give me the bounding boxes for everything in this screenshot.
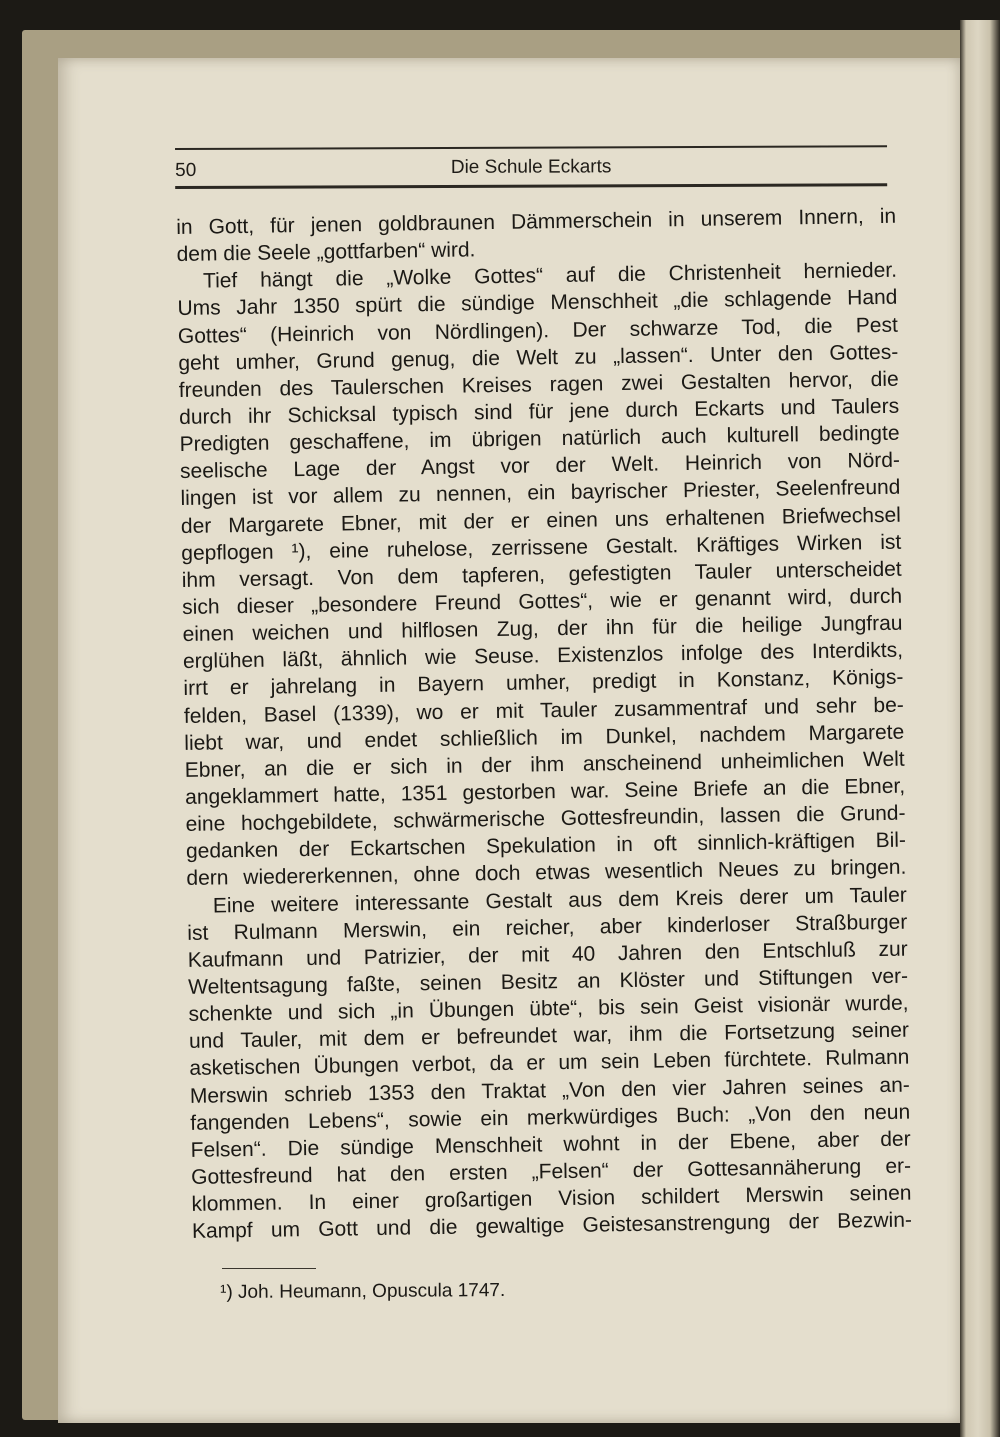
text-line: Predigten geschaffene, im übrigen natürlich auch kulturell bedingte: [179, 421, 900, 457]
text-line: Kaufmann und Patrizier, der mit 40 Jahren den Entschluß zur: [187, 937, 908, 972]
header-rule-top: [175, 145, 887, 150]
header-rule-bottom: [175, 183, 887, 189]
text-line: gedanken der Eckartschen Spekulation in oft sinnlich-kräftigen Bil-: [185, 828, 907, 864]
text-line: klommen. In einer großartigen Vision schildert Merswin seinen: [191, 1181, 912, 1216]
text-line: eine hochgebildete, schwärmerische Gottesfreundin, lassen die Grund-: [185, 801, 906, 837]
text-line: Eine weitere interessante Gestalt aus dem Kreis derer um Tauler: [212, 883, 907, 918]
text-line: seelische Lage der Angst vor der Welt. Heinrich von Nörd-: [179, 448, 901, 484]
text-line: Kampf um Gott und die gewaltige Geistesanstrengung der Bezwin-: [191, 1208, 913, 1244]
text-line: erglühen läßt, ähnlich wie Seuse. Existenzlos infolge des Interdikts,: [182, 638, 904, 674]
text-line: einen weichen und hilflosen Zug, der ihn für die heilige Jungfrau: [182, 611, 903, 647]
text-line: Gottesfreund hat den ersten „Felsen“ der Gottesannäherung er-: [190, 1154, 912, 1189]
text-line: geht umher, Grund genug, die Welt zu „lassen“. Unter den Gottes-: [178, 340, 899, 375]
text-line: Weltentsagung faßte, seinen Besitz an Klöster und Stiftungen ver-: [187, 964, 909, 999]
footnote-rule: [222, 1268, 316, 1269]
text-line: irrt er jahrelang in Bayern umher, predigt in Konstanz, Königs-: [183, 666, 904, 701]
text-line: fangenden Lebens“, sowie ein merkwürdiges Buch: „Von den neun: [190, 1100, 911, 1135]
body-text: [176, 203, 912, 1246]
text-line: Gottes“ (Heinrich von Nördlingen). Der schwarze Tod, die Pest: [177, 313, 899, 348]
text-line: dern wiedererkennen, ohne doch etwas wesentlich Neues zu bringen.: [186, 855, 907, 891]
text-line: in Gott, für jenen goldbraunen Dämmerschein in unserem Innern, in: [176, 204, 897, 239]
text-line: und Tauler, mit dem er befreundet war, ihm die Fortsetzung seiner: [188, 1018, 910, 1054]
page-header: [175, 137, 887, 200]
page-number: 50: [175, 159, 197, 181]
text-line: der Margarete Ebner, mit der er einen uns erhaltenen Briefwechsel: [180, 503, 901, 538]
text-line: ist Rulmann Merswin, ein reicher, aber kinderloser Straßburger: [187, 910, 908, 945]
text-line: Ebner, an die er sich in der ihm anscheinend unheimlichen Welt: [184, 747, 905, 782]
footnote: ¹) Joh. Heumann, Opuscula 1747.: [220, 1280, 506, 1303]
text-line: lingen ist vor allem zu nennen, ein bayrischer Priester, Seelenfreund: [180, 476, 901, 511]
text-line: angeklammert hatte, 1351 gestorben war. Seine Briefe an die Ebner,: [184, 774, 906, 809]
text-line: liebt war, und endet schließlich im Dunkel, nachdem Margarete: [184, 720, 905, 755]
facing-page-edge: [960, 20, 1000, 1437]
text-line: Ums Jahr 1350 spürt die sündige Menschheit „die schlagende Hand: [177, 286, 898, 321]
text-line: schenkte und sich „in Übungen übte“, bis sein Geist visionär wurde,: [188, 991, 909, 1026]
text-line: Merswin schrieb 1353 den Traktat „Von den vier Jahren seines an-: [189, 1073, 910, 1108]
text-line: gepflogen ¹), eine ruhelose, zerrissene Gestalt. Kräftiges Wirken ist: [181, 530, 902, 565]
text-line: sich dieser „besondere Freund Gottes“, wie er genannt wird, durch: [181, 584, 903, 619]
text-line: freunden des Taulerschen Kreises ragen zwei Gestalten hervor, die: [178, 367, 899, 402]
text-line: Tief hängt die „Wolke Gottes“ auf die Christenheit hernieder.: [202, 258, 898, 293]
running-head: Die Schule Eckarts: [450, 156, 612, 178]
text-line: dem die Seele „gottfarben“ wird.: [176, 238, 476, 267]
text-line: felden, Basel (1339), wo er mit Tauler zusammentraf und sehr be-: [183, 693, 904, 728]
text-line: Felsen“. Die sündige Menschheit wohnt in der Ebene, aber der: [190, 1127, 911, 1162]
text-line: ihm versagt. Von dem tapferen, gefestigten Tauler unterscheidet: [181, 557, 902, 592]
text-line: asketischen Übungen verbot, da er um sein Leben fürchtete. Rulmann: [189, 1045, 910, 1081]
text-line: durch ihr Schicksal typisch sind für jene durch Eckarts und Taulers: [179, 394, 900, 429]
